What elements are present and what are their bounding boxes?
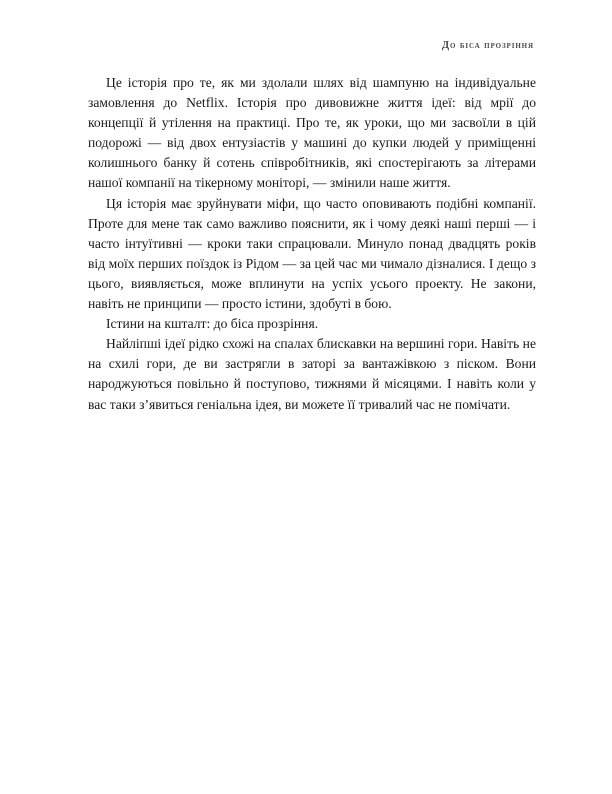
- paragraph: Найліпші ідеї рідко схожі на спалах блискавки на вершині гори. Навіть не на схилі гори, де ви застрягли в заторі за вантажівкою з піском. Вони народжуються повільно й поступово, тижнями й місяцями. І навіть коли у вас таки з’явиться геніальна ідея, ви можете її тривалий час не помічати.: [88, 336, 536, 412]
- paragraph: Ця історія має зруйнувати міфи, що часто оповивають подібні компанії. Проте для мене так само важливо пояснити, як і чому деякі наші перші — і часто інтуїтивні — кроки таки спрацювали. Минуло понад двадцять років від моїх перших поїздок із Рідом — за цей час ми чимало дізналися. І дещо з цього, виявляється, може вплинути на успіх усього проекту. Не закони, навіть не принципи — просто істини, здобуті в бою.: [88, 195, 536, 312]
- running-head: До біса прозріння: [441, 40, 534, 51]
- paragraph: Це історія про те, як ми здолали шлях від шампуню на індивідуальне замовлення до Netflix. Історія про дивовижне життя ідеї: від мрії до концепції й утілення на практиці. Про те, як уроки, що ми засвоїли в цій подорожі — від двох ентузіастів у машині до купки людей у приміщенні колишнього банку й сотень співробітників, які спостерігають за літерами нашої компанії на тікерному моніторі, — змінили наше життя.: [88, 75, 536, 191]
- paragraph: Істини на кшталт: до біса прозріння.: [106, 316, 319, 332]
- body-text: [88, 73, 536, 415]
